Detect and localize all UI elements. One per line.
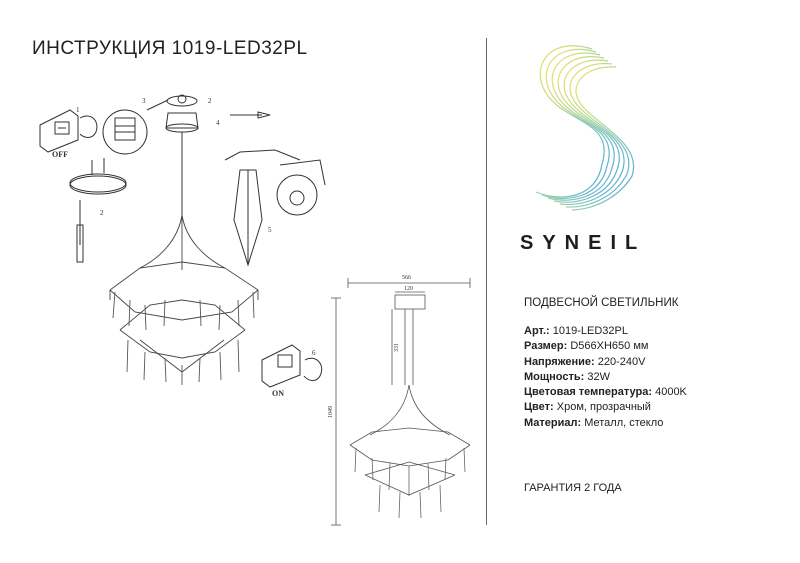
canopy-illustration bbox=[166, 95, 270, 215]
spec-label: Размер: bbox=[524, 340, 568, 353]
spec-list bbox=[524, 324, 687, 431]
wiring-detail-illustration bbox=[103, 100, 168, 154]
dimension-width: 566 bbox=[402, 275, 411, 281]
spec-value: 1019-LED32PL bbox=[549, 325, 628, 337]
brand-logo-icon bbox=[536, 46, 634, 210]
step-number-5: 5 bbox=[268, 226, 272, 234]
spec-row bbox=[524, 370, 687, 385]
spec-row bbox=[524, 324, 687, 339]
step-number-2: 2 bbox=[100, 209, 104, 217]
dimension-canopy: 120 bbox=[404, 286, 413, 292]
spec-value: 4000K bbox=[652, 386, 687, 399]
spec-value: Металл, стекло bbox=[581, 416, 664, 429]
spec-row bbox=[524, 400, 687, 415]
spec-row bbox=[524, 385, 687, 400]
spec-value: D566ХН650 мм bbox=[567, 340, 649, 353]
switch-off-illustration bbox=[40, 110, 97, 152]
spec-label: Напряжение: bbox=[524, 355, 595, 368]
spec-label: Материал: bbox=[524, 416, 582, 429]
step-number-3: 3 bbox=[142, 97, 146, 105]
spec-value: 220-240V bbox=[594, 355, 646, 368]
product-type: ПОДВЕСНОЙ СВЕТИЛЬНИК bbox=[524, 297, 679, 309]
spec-value: Хром, прозрачный bbox=[553, 401, 651, 414]
step-number-4: 4 bbox=[216, 119, 220, 127]
switch-on-label: ON bbox=[272, 389, 284, 398]
crystal-pendant-illustration bbox=[225, 150, 325, 265]
spec-label: Цвет: bbox=[524, 401, 554, 414]
dimension-rod: 331 bbox=[394, 343, 400, 352]
mounting-plate-illustration bbox=[70, 158, 126, 262]
switch-off-label: OFF bbox=[52, 150, 68, 159]
spec-label: Цветовая температура: bbox=[524, 386, 653, 399]
spec-label: Арт.: bbox=[524, 325, 550, 337]
dimension-height: 1049 bbox=[328, 406, 334, 418]
step-number-1: 1 bbox=[76, 106, 80, 114]
document-title: ИНСТРУКЦИЯ 1019-LED32PL bbox=[32, 38, 308, 59]
spec-row bbox=[524, 416, 687, 431]
dimension-drawing bbox=[331, 278, 470, 525]
spec-row bbox=[524, 339, 687, 354]
chandelier-illustration bbox=[110, 215, 258, 385]
brand-name: SYNEIL bbox=[520, 232, 647, 254]
spec-row bbox=[524, 355, 687, 370]
warranty-text: ГАРАНТИЯ 2 ГОДА bbox=[524, 482, 622, 494]
spec-label: Мощность: bbox=[524, 370, 585, 383]
step-number-6: 6 bbox=[312, 349, 316, 357]
step-number-2b: 2 bbox=[208, 97, 212, 105]
spec-value: 32W bbox=[584, 370, 610, 383]
